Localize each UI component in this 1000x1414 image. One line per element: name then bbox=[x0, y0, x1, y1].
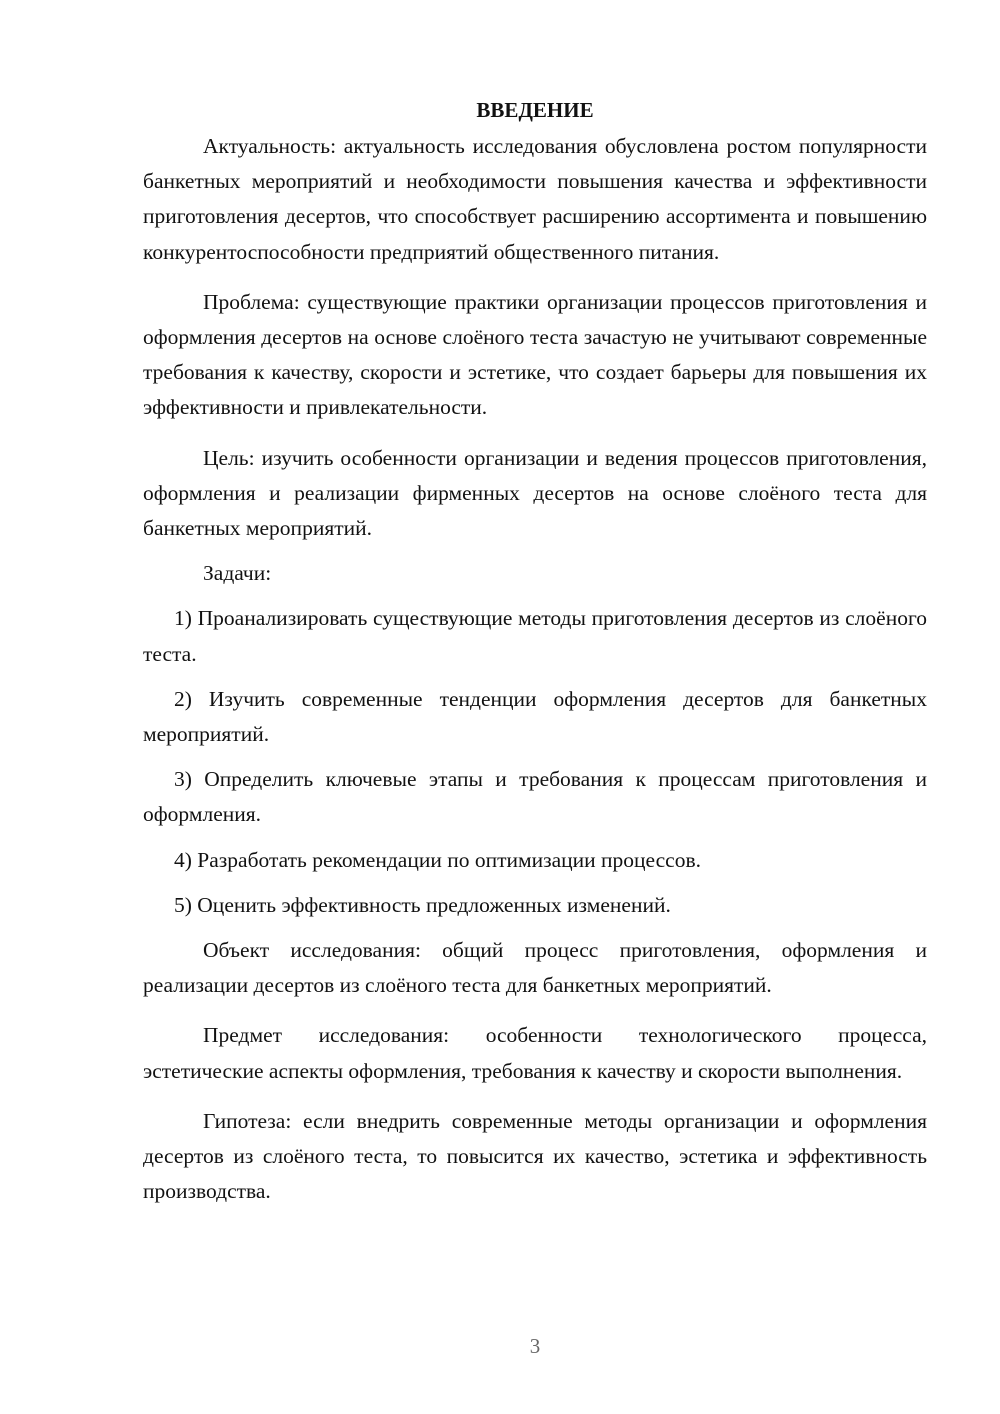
task-item-5: 5) Оценить эффективность предложенных изменений. bbox=[174, 892, 671, 917]
goal-paragraph: Цель: изучить особенности организации и ведения процессов приготовления, оформления и реализации фирменных десертов на основе слоёного теста для банкетных мероприятий. bbox=[143, 445, 927, 541]
problem-paragraph: Проблема: существующие практики организации процессов приготовления и оформления десертов на основе слоёного теста зачастую не учитывают современные требования к качеству, скорости и эстетике, что создает барьеры для повышения их эффективности и привлекательности. bbox=[143, 289, 927, 420]
section-title: ВВЕДЕНИЕ bbox=[476, 98, 594, 122]
tasks-heading: Задачи: bbox=[203, 561, 272, 586]
object-paragraph: Объект исследования: общий процесс приготовления, оформления и реализации десертов из слоёного теста для банкетных мероприятий. bbox=[143, 938, 927, 998]
document-page bbox=[143, 93, 927, 1209]
subject-paragraph: Предмет исследования: особенности технологического процесса, эстетические аспекты оформления, требования к качеству и скорости выполнения. bbox=[143, 1023, 927, 1083]
hypothesis-paragraph: Гипотеза: если внедрить современные методы организации и оформления десертов из слоёного теста, то повысится их качество, эстетика и эффективность производства. bbox=[143, 1108, 927, 1204]
page-number: 3 bbox=[529, 1334, 541, 1358]
task-item-4: 4) Разработать рекомендации по оптимизации процессов. bbox=[174, 847, 701, 872]
relevance-paragraph: Актуальность: актуальность исследования обусловлена ростом популярности банкетных мероприятий и необходимости повышения качества и эффективности приготовления десертов, что способствует расширению ассортимента и повышению конкурентоспособности предприятий общественного питания. bbox=[143, 134, 927, 264]
task-item-2: 2) Изучить современные тенденции оформления десертов для банкетных мероприятий. bbox=[143, 686, 927, 747]
task-item-1: 1) Проанализировать существующие методы приготовления десертов из слоёного теста. bbox=[143, 606, 927, 666]
task-item-3: 3) Определить ключевые этапы и требования к процессам приготовления и оформления. bbox=[143, 767, 927, 827]
